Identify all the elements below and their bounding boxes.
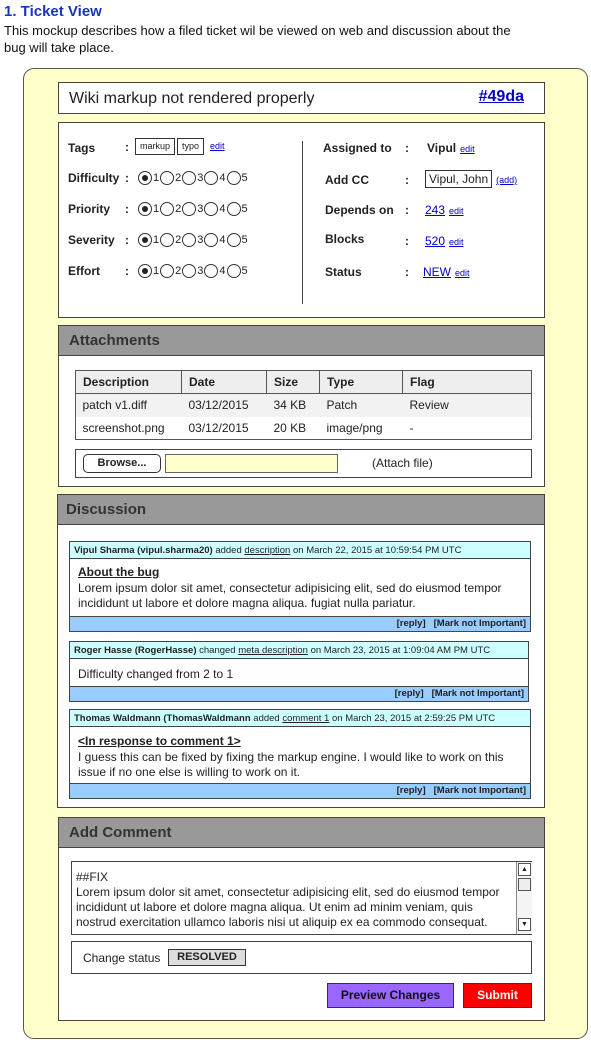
attachment-date: 03/12/2015 — [182, 417, 267, 440]
add-comment-section — [58, 817, 545, 1021]
attachments-heading: Attachments — [69, 332, 160, 349]
scroll-thumb[interactable] — [518, 878, 531, 891]
radio-label: 4 — [219, 234, 226, 246]
attachment-type: image/png — [320, 417, 403, 440]
assigned-field — [427, 141, 475, 155]
attachment-flag: - — [403, 417, 532, 440]
ticket-properties — [58, 122, 545, 318]
table-header-row — [76, 371, 532, 394]
attach-file-hint: (Attach file) — [372, 456, 433, 470]
radio-label: 1 — [153, 172, 160, 184]
radio-button[interactable] — [160, 202, 174, 216]
comment-author: Roger Hasse (RogerHasse) — [74, 645, 197, 656]
tags-edit-link[interactable]: edit — [210, 141, 225, 151]
comment-header — [70, 642, 528, 659]
status-colon: : — [405, 265, 409, 279]
add-comment-heading: Add Comment — [69, 824, 172, 841]
radio-button[interactable] — [160, 233, 174, 247]
ticket-title-bar — [58, 82, 545, 114]
effort-radio-group — [138, 264, 249, 278]
attachment-size: 20 KB — [267, 417, 320, 440]
radio-button[interactable] — [138, 202, 152, 216]
reply-link[interactable]: [reply] — [396, 785, 426, 796]
severity-colon: : — [125, 233, 129, 247]
comment-target-link[interactable]: comment 1 — [282, 713, 330, 724]
radio-label: 3 — [197, 203, 204, 215]
tag-chip[interactable]: typo — [177, 138, 204, 155]
attachments-section — [58, 325, 545, 487]
radio-label: 2 — [175, 234, 182, 246]
priority-colon: : — [125, 202, 129, 216]
depends-colon: : — [405, 203, 409, 217]
page-description: This mockup describes how a filed ticket wil be viewed on web and discussion about the bug will take place. — [4, 23, 511, 55]
radio-label: 1 — [153, 234, 160, 246]
reply-link[interactable]: [reply] — [396, 618, 426, 629]
column-header: Type — [320, 371, 403, 394]
radio-label: 4 — [219, 265, 226, 277]
attachment-description: patch v1.diff — [76, 394, 182, 417]
column-header: Date — [182, 371, 267, 394]
discussion-header — [58, 495, 544, 525]
tags-label: Tags — [68, 141, 96, 155]
severity-radio-group — [138, 233, 249, 247]
file-uploader — [75, 449, 532, 478]
radio-label: 1 — [153, 265, 160, 277]
blocks-label: Blocks — [325, 232, 365, 246]
comment-action: changed — [199, 645, 236, 656]
attachments-table — [75, 370, 532, 440]
add-comment-header — [59, 818, 544, 848]
file-path-input[interactable] — [165, 454, 338, 473]
radio-label: 3 — [197, 172, 204, 184]
textarea-scrollbar[interactable] — [516, 862, 532, 934]
comment-title: <In response to comment 1> — [78, 734, 241, 748]
status-field — [423, 265, 470, 279]
comment-actions — [70, 783, 530, 798]
status-link[interactable]: NEW — [423, 265, 451, 279]
radio-label: 4 — [219, 172, 226, 184]
ticket-title: Wiki markup not rendered properly — [69, 90, 315, 107]
addcc-label: Add CC — [325, 173, 369, 187]
difficulty-radio-group — [138, 171, 249, 185]
attachment-flag: Review — [403, 394, 532, 417]
comment-title: About the bug — [78, 565, 160, 579]
radio-button[interactable] — [182, 233, 196, 247]
assigned-edit-link[interactable]: edit — [460, 144, 475, 154]
comment-target-link[interactable]: description — [244, 545, 291, 556]
radio-label: 5 — [241, 172, 248, 184]
radio-label: 5 — [241, 265, 248, 277]
mark-not-important-link[interactable]: [Mark not Important] — [431, 688, 524, 699]
column-header: Size — [267, 371, 320, 394]
blocks-edit-link[interactable]: edit — [449, 237, 464, 247]
comment-text — [76, 870, 513, 930]
radio-button[interactable] — [227, 264, 241, 278]
radio-button[interactable] — [138, 233, 152, 247]
radio-label: 2 — [175, 203, 182, 215]
radio-button[interactable] — [182, 202, 196, 216]
mark-not-important-link[interactable]: [Mark not Important] — [433, 785, 526, 796]
ticket-id-link[interactable]: #49da — [478, 88, 524, 105]
radio-button[interactable] — [227, 233, 241, 247]
depends-edit-link[interactable]: edit — [449, 206, 464, 216]
discussion-heading: Discussion — [66, 501, 147, 518]
depends-field — [425, 203, 464, 217]
comment-action: added — [253, 713, 280, 724]
attachment-description: screenshot.png — [76, 417, 182, 440]
radio-label: 3 — [197, 234, 204, 246]
comment-text-first-line: ##FIX — [76, 870, 109, 884]
depends-label: Depends on — [325, 203, 394, 217]
depends-link[interactable]: 243 — [425, 203, 446, 217]
assigned-colon: : — [405, 141, 409, 155]
comment-card — [69, 641, 529, 702]
browse-button[interactable]: Browse... — [83, 454, 161, 473]
radio-label: 2 — [175, 265, 182, 277]
priority-radio-group — [138, 202, 249, 216]
radio-button[interactable] — [138, 264, 152, 278]
effort-label: Effort — [68, 264, 100, 278]
status-label: Status — [325, 265, 362, 279]
comment-textarea[interactable] — [71, 861, 532, 935]
column-header: Flag — [403, 371, 532, 394]
table-row[interactable] — [76, 394, 532, 417]
assigned-label: Assigned to — [323, 141, 392, 155]
radio-button[interactable] — [204, 233, 218, 247]
comment-author: Vipul Sharma (vipul.sharma20) — [74, 545, 213, 556]
tag-chip[interactable]: markup — [135, 138, 175, 155]
comment-header — [70, 542, 530, 559]
table-row[interactable] — [76, 417, 532, 440]
comment-card — [69, 541, 531, 632]
attachments-header — [59, 326, 544, 356]
radio-button[interactable] — [160, 264, 174, 278]
attachment-type: Patch — [320, 394, 403, 417]
comment-body: Lorem ipsum dolor sit amet, consectetur adipisicing elit, sed do eiusmod tempor incididunt ut labore et dolore magna aliqua. fugiat nulla pariatur. — [78, 581, 502, 610]
radio-label: 5 — [241, 203, 248, 215]
scroll-up-icon[interactable]: ▲ — [518, 863, 531, 876]
comment-body: Difficulty changed from 2 to 1 — [78, 667, 234, 681]
scroll-down-icon[interactable]: ▼ — [518, 918, 531, 931]
radio-button[interactable] — [227, 202, 241, 216]
tags-list — [135, 138, 225, 155]
change-status-row — [71, 941, 532, 974]
comment-actions — [70, 686, 528, 701]
column-header: Description — [76, 371, 182, 394]
change-status-label: Change status — [83, 951, 161, 965]
column-divider — [302, 141, 303, 304]
difficulty-colon: : — [125, 171, 129, 185]
severity-label: Severity — [68, 233, 115, 247]
tags-colon: : — [125, 140, 129, 154]
radio-label: 2 — [175, 172, 182, 184]
status-select[interactable]: RESOLVED — [168, 949, 246, 966]
page-title: 1. Ticket View — [4, 3, 102, 20]
preview-changes-button[interactable]: Preview Changes — [327, 983, 454, 1008]
addcc-colon: : — [405, 173, 409, 187]
comment-text-body: Lorem ipsum dolor sit amet, consectetur adipisicing elit, sed do eiusmod tempor incididunt ut labore et dolore magna aliqua. Ut enim ad minim veniam, quis nostrud exercitation ullamco laboris nisi ut aliquip ex ea commodo consequat. — [76, 885, 500, 929]
comment-action: added — [215, 545, 242, 556]
comment-date: on March 23, 2015 at 2:59:25 PM UTC — [331, 713, 496, 724]
radio-button[interactable] — [204, 171, 218, 185]
radio-button[interactable] — [182, 171, 196, 185]
radio-button[interactable] — [204, 202, 218, 216]
status-edit-link[interactable]: edit — [455, 268, 470, 278]
difficulty-label: Difficulty — [68, 171, 120, 185]
addcc-field — [425, 170, 517, 188]
addcc-input[interactable]: Vipul, John — [425, 170, 492, 188]
mark-not-important-link[interactable]: [Mark not Important] — [433, 618, 526, 629]
comment-body: I guess this can be fixed by fixing the markup engine. I would like to work on this issue if no one else is willing to work on it. — [78, 750, 504, 779]
effort-colon: : — [125, 264, 129, 278]
comment-actions — [70, 616, 530, 631]
discussion-section — [57, 494, 545, 808]
blocks-field — [425, 234, 464, 248]
radio-label: 3 — [197, 265, 204, 277]
blocks-colon: : — [405, 234, 409, 248]
reply-link[interactable]: [reply] — [394, 688, 424, 699]
radio-button[interactable] — [227, 171, 241, 185]
radio-label: 5 — [241, 234, 248, 246]
attachment-date: 03/12/2015 — [182, 394, 267, 417]
assigned-value: Vipul — [427, 141, 457, 155]
radio-label: 1 — [153, 203, 160, 215]
priority-label: Priority — [68, 202, 111, 216]
radio-button[interactable] — [160, 171, 174, 185]
blocks-link[interactable]: 520 — [425, 234, 446, 248]
comment-date: on March 22, 2015 at 10:59:54 PM UTC — [292, 545, 462, 556]
comment-date: on March 23, 2015 at 1:09:04 AM PM UTC — [310, 645, 491, 656]
radio-button[interactable] — [204, 264, 218, 278]
comment-card — [69, 709, 531, 799]
radio-button[interactable] — [182, 264, 196, 278]
attachment-size: 34 KB — [267, 394, 320, 417]
addcc-add-link[interactable]: (add) — [496, 175, 518, 185]
comment-header — [70, 710, 530, 727]
comment-author: Thomas Waldmann (ThomasWaldmann — [74, 713, 251, 724]
comment-target-link[interactable]: meta description — [238, 645, 308, 656]
radio-label: 4 — [219, 203, 226, 215]
submit-button[interactable]: Submit — [463, 983, 532, 1008]
radio-button[interactable] — [138, 171, 152, 185]
